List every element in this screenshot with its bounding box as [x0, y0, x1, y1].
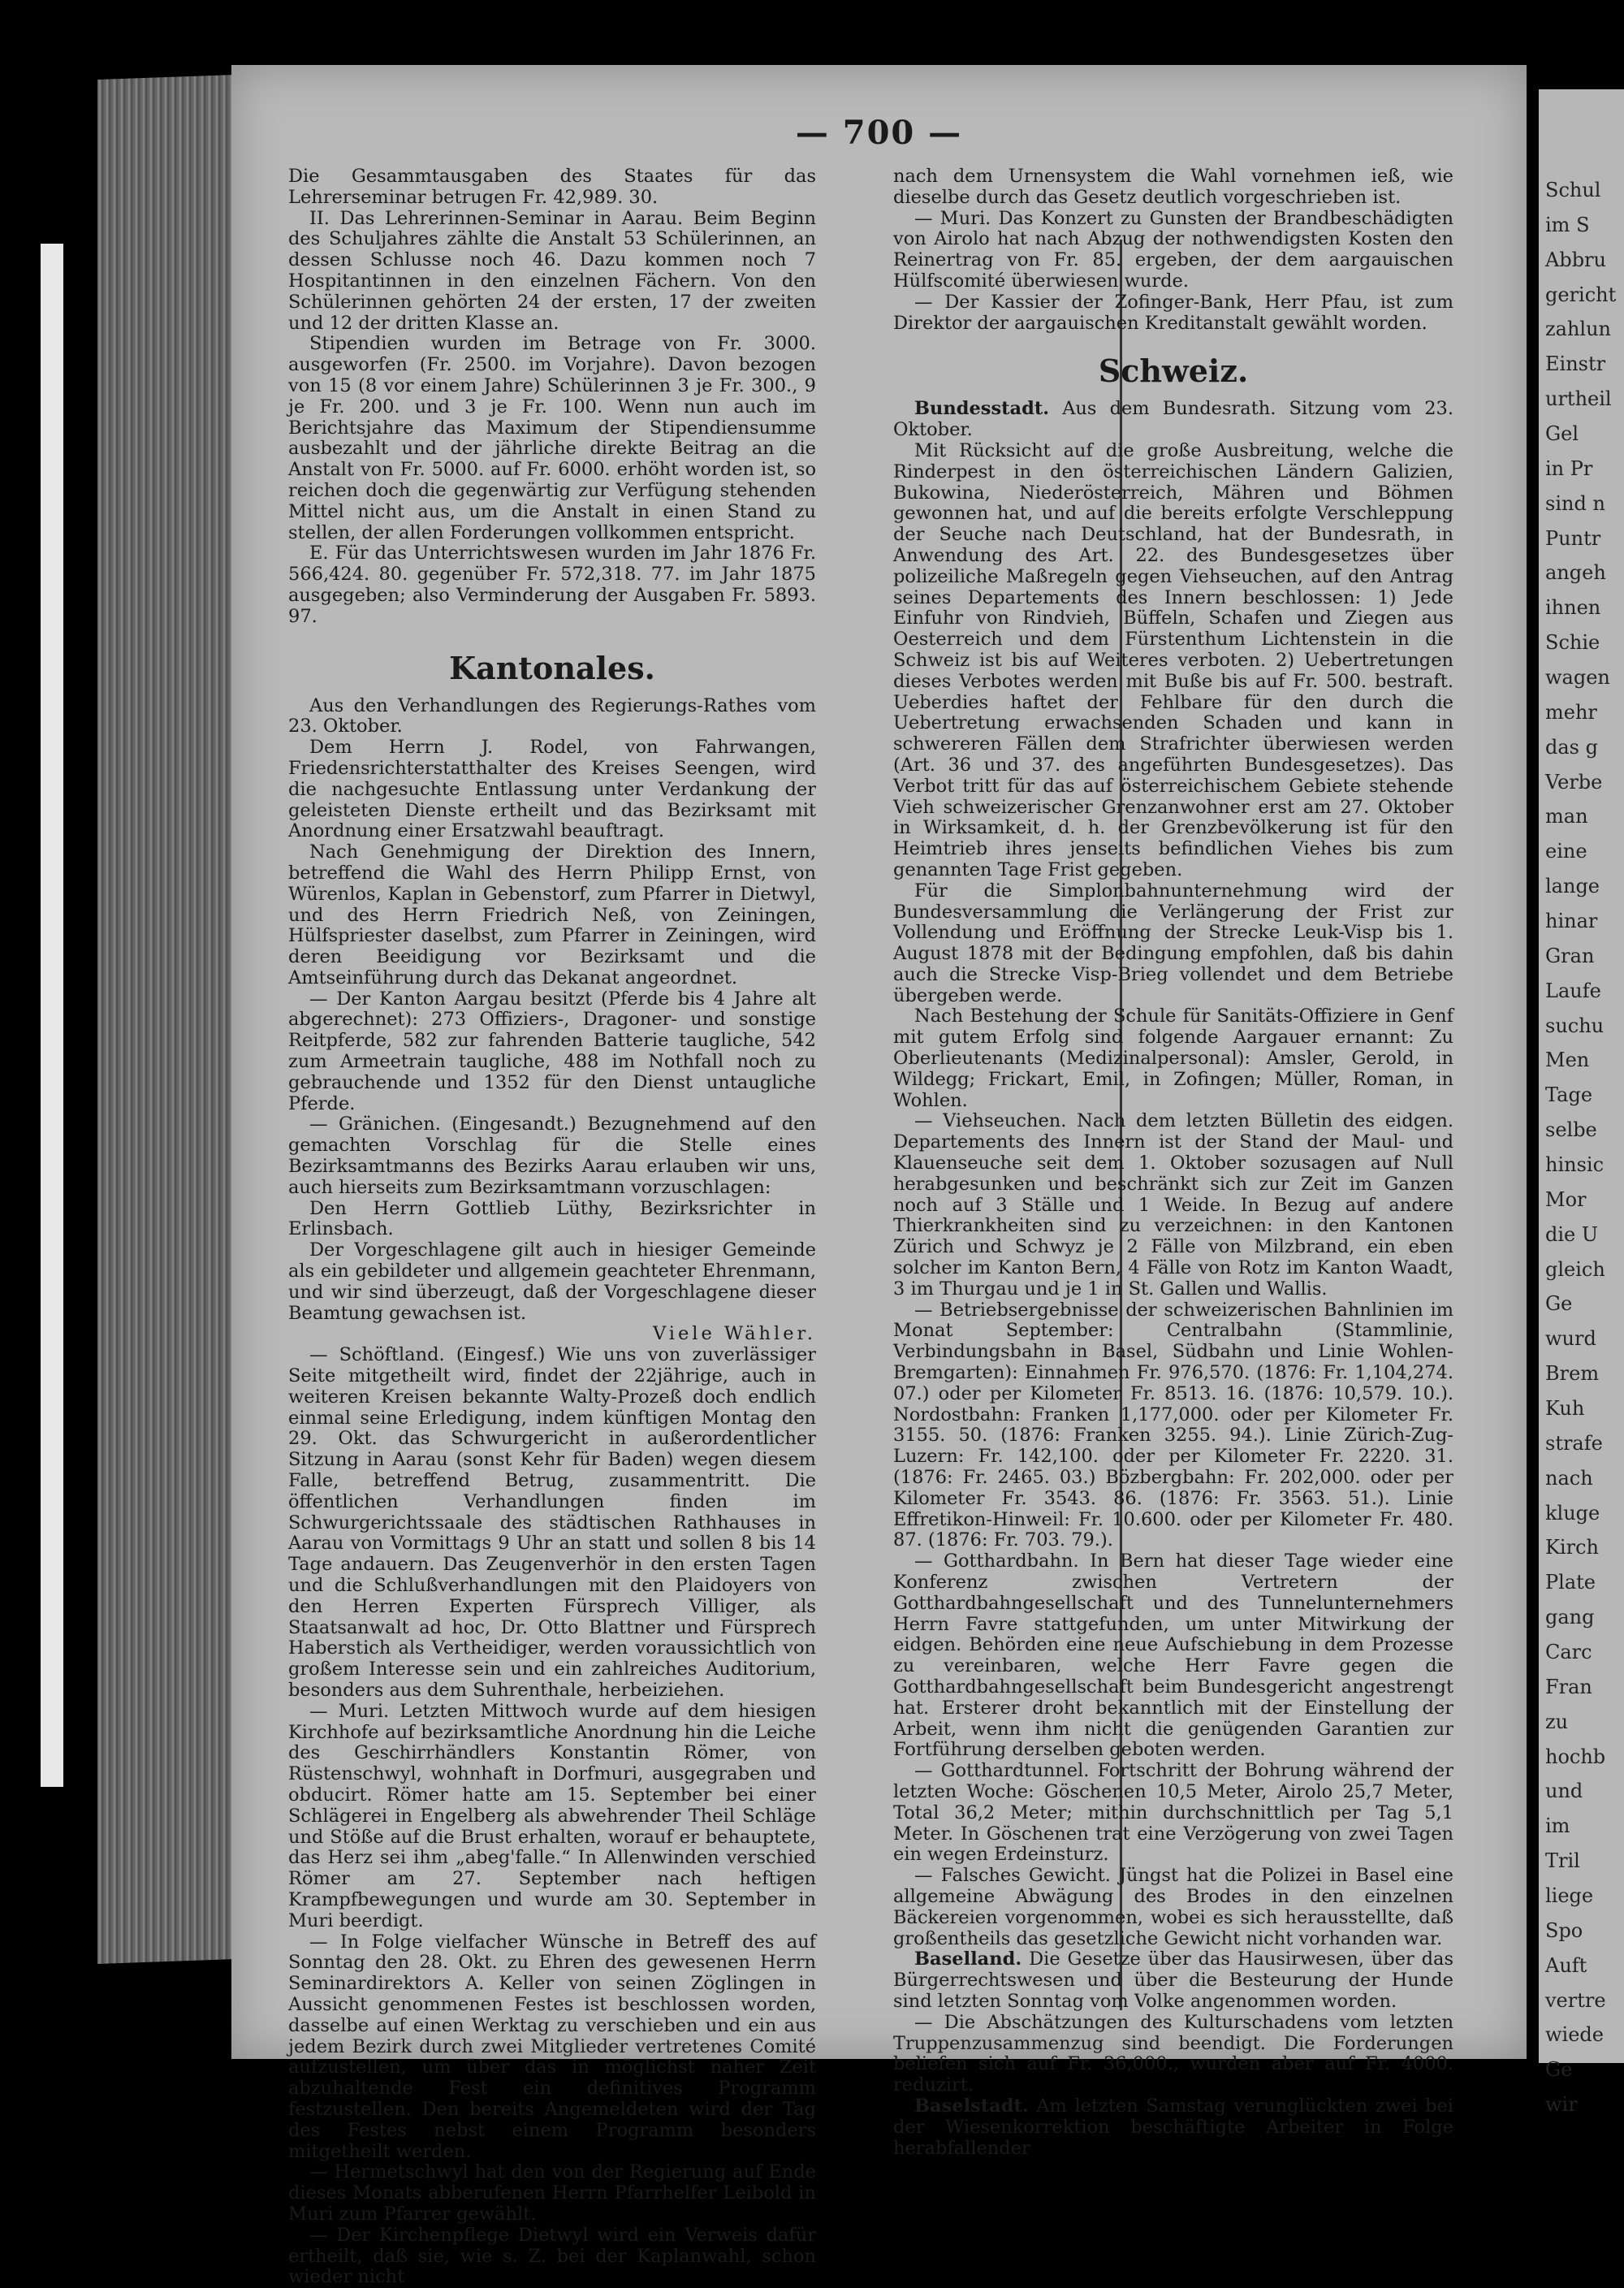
- next-page-fragment: man: [1545, 805, 1588, 828]
- next-page-fragment: liege: [1545, 1884, 1594, 1907]
- next-page-fragment: Schul: [1545, 179, 1601, 201]
- paragraph: [893, 2096, 1453, 2159]
- paragraph: E. Für das Unterrichtswesen wurden im Jahr 1876 Fr. 566,424. 80. gegenüber Fr. 572,318. 77. im Jahr 1875 ausgegeben; also Verminderung der Ausgaben Fr. 5893. 97.: [288, 543, 816, 627]
- paragraph: Den Herrn Gottlieb Lüthy, Bezirksrichter in Erlinsbach.: [288, 1197, 816, 1240]
- next-page-fragment: gleich: [1545, 1257, 1605, 1281]
- next-page-fragment: Abbru: [1545, 248, 1606, 271]
- lead-baselstadt: Baselstadt.: [914, 2095, 1029, 2117]
- paragraph: Mit Rücksicht auf die große Ausbreitung, welche die Rinderpest in den österreichischen Ländern Galizien, Bukowina, Niederösterreich, Mähren und Böhmen gewonnen hat, und auf die bereits erfolgte Verschleppung der Seuche nach Deutschland, hat der Bundesrath, in Anwendung des Art. 22. des Bundesgesetzes über polizeiliche Maßregeln gegen Viehseuchen, auf den Antrag seines Departements des Innern beschlossen: 1) Jede Einfuhr von Rindvieh, Büffeln, Schafen und Ziegen aus Oesterreich und dem Fürstenthum Lichtenstein in die Schweiz ist bis auf Weiteres verboten. 2) Uebertretungen dieses Verbotes werden mit Buße bis auf Fr. 500. bestraft. Ueberdies haftet der Fehlbare für den durch die Uebertretung erwachsenden Schaden und kann in schwereren Fällen dem Strafrichter überwiesen werden (Art. 36 und 37. des angeführten Bundesgesetzes). Das Verbot tritt für das auf österreichischem Gebiete stehende Vieh schweizerischer Grenzanwohner erst am 27. Oktober in Wirksamkeit, d. h. der Grenzbevölkerung ist für den Heimtrieb ihres jenseits befindlichen Viehes bis zum genannten Tage Frist gegeben.: [893, 439, 1453, 880]
- next-page-fragment: eine: [1545, 840, 1587, 863]
- next-page-fragment: Plate: [1545, 1571, 1596, 1594]
- next-page-fragment: Men: [1545, 1049, 1590, 1072]
- page-number: — 700 —: [795, 114, 963, 152]
- paragraph: — Muri. Das Konzert zu Gunsten der Brandbeschädigten von Airolo hat nach Abzug der nothwendigsten Kosten den Reinertrag von Fr. 85. ergeben, der dem aargauischen Hülfscomité überwiesen wurde.: [893, 207, 1453, 292]
- next-page-fragment: gang: [1545, 1606, 1595, 1629]
- next-page-edge: [1539, 89, 1624, 2117]
- next-page-fragment: Tril: [1545, 1849, 1580, 1873]
- paragraph: — Die Abschätzungen des Kulturschadens vom letzten Truppenzusammenzug sind beendigt. Die Forderungen beliefen sich auf Fr. 36,000., wurden aber auf Fr. 4000. reduzirt.: [893, 2011, 1453, 2096]
- paragraph: — Falsches Gewicht. Jüngst hat die Polizei in Basel eine allgemeine Abwägung des Brodes in den einzelnen Bäckereien vorgenommen, wobei es sich herausstellte, daß großentheils das gesetzliche Gewicht nicht vorhanden war.: [893, 1865, 1453, 1949]
- next-page-fragment: Schie: [1545, 631, 1600, 655]
- paragraph: — Gränichen. (Eingesandt.) Bezugnehmend auf den gemachten Vorschlag für die Stelle eines Bezirksamtmanns des Bezirks Aarau erlauben wir uns, auch hierseits zum Bezirksamtmann vorzuschlagen:: [288, 1114, 816, 1198]
- newspaper-page: [231, 65, 1527, 2288]
- paragraph: — Schöftland. (Eingesf.) Wie uns von zuverlässiger Seite mitgetheilt wird, findet der 22jährige, auch in weiteren Kreisen bekannte Walty-Prozeß doch endlich einmal seine Erledigung, indem künftigen Montag den 29. Okt. das Schwurgericht in außerordentlicher Sitzung in Aarau (sonst Kehr für Baden) wegen diesem Falle, betreffend Betrug, zusammentritt. Die öffentlichen Verhandlungen finden im Schwurgerichtssaale des städtischen Rathhauses in Aarau von Vormittags 9 Uhr an statt und sollen 8 bis 14 Tage andauern. Das Zeugenverhör in den ersten Tagen und die Schlußverhandlungen mit den Plaidoyers von den Herren Experten Fürsprech Villiger, als Staatsanwalt ad hoc, Dr. Otto Blattner und Fürsprech Haberstich als Vertheidiger, werden voraussichtlich von großem Interesse sein und ein zahlreiches Auditorium, besonders aus dem Suhrenthale, herbeiziehen.: [288, 1344, 816, 1701]
- next-page-fragment: hinsic: [1545, 1153, 1605, 1176]
- paragraph: Stipendien wurden im Betrage von Fr. 3000. ausgeworfen (Fr. 2500. im Vorjahre). Davon bezogen von 15 (8 vor einem Jahre) Schülerinnen 3 je Fr. 300., 9 je Fr. 200. und 3 je Fr. 100. Wenn nun auch im Berichtsjahre das Maximum der Stipendiensumme ausbezahlt und der jährliche direkte Beitrag an die Anstalt von Fr. 5000. auf Fr. 6000. erhöht worden ist, so reichen doch die gegenwärtig zur Verfügung stehenden Mittel nicht aus, um die Anstalt in einen Stand zu stellen, der allen Forderungen vollkommen entspricht.: [288, 333, 816, 543]
- next-page-fragment: wagen: [1545, 666, 1610, 689]
- next-page-fragment: sind n: [1545, 491, 1605, 515]
- left-column: [288, 167, 816, 2288]
- next-page-fragment: Fran: [1545, 1675, 1592, 1698]
- paragraph: [893, 1949, 1453, 2012]
- next-page-fragment: Ge: [1545, 2058, 1573, 2082]
- next-page-fragment: hochb: [1545, 1745, 1606, 1768]
- next-page-fragment: in Pr: [1545, 456, 1593, 480]
- lead-baselland: Baselland.: [914, 1948, 1022, 1970]
- next-page-fragment: das g: [1545, 735, 1598, 759]
- next-page-fragment: zahlun: [1545, 318, 1611, 341]
- paragraph: Nach Bestehung der Schule für Sanitäts-Offiziere in Genf mit gutem Erfolg sind folgende Aargauer ernannt: Zu Oberlieutenants (Medizinalpersonal): Amsler, Gerold, in Wildegg; Frickart, Emil, in Zofingen; Müller, Roman, in Wohlen.: [893, 1006, 1453, 1111]
- next-page-fragment: Auft: [1545, 1953, 1587, 1977]
- lead-bundesstadt: Bundesstadt.: [914, 398, 1050, 420]
- paragraph: — Der Kirchenpflege Dietwyl wird ein Verweis dafür ertheilt, daß sie, wie s. Z. bei der Kaplanwahl, schon wieder nicht: [288, 2224, 816, 2288]
- next-page-fragment: angeh: [1545, 561, 1606, 585]
- next-page-fragment: strafe: [1545, 1431, 1603, 1455]
- paragraph-text: Am letzten Samstag verunglückten zwei bei der Wiesenkorrektion beschäftigte Arbeiter in Folge herabfallender: [893, 2095, 1453, 2159]
- next-page-fragment: suchu: [1545, 1014, 1605, 1037]
- paragraph: Dem Herrn J. Rodel, von Fahrwangen, Friedensrichterstatthalter des Kreises Seengen, wird die nachgesuchte Entlassung unter Verdankung der geleisteten Dienste ertheilt und das Bezirksamt mit Anordnung einer Ersatzwahl beauftragt.: [288, 737, 816, 842]
- next-page-fragment: vertre: [1545, 1988, 1606, 2012]
- next-page-fragment: im: [1545, 1814, 1570, 1838]
- next-page-fragment: und: [1545, 1780, 1583, 1803]
- next-page-fragment: wurd: [1545, 1327, 1596, 1351]
- next-page-fragment: Brem: [1545, 1362, 1600, 1386]
- paragraph: nach dem Urnensystem die Wahl vornehmen ieß, wie dieselbe durch das Gesetz deutlich vorgeschrieben ist.: [893, 166, 1453, 208]
- next-page-fragment: wiede: [1545, 2023, 1604, 2047]
- paragraph: Für die Simplonbahnunternehmung wird der Bundesversammlung die Verlängerung der Frist zur Vollendung und Eröffnung der Strecke Leuk-Visp bis 1. August 1878 mit der Bedingung empfohlen, daß bis dahin auch die Strecke Visp-Brieg vollendet und dem Betriebe übergeben werde.: [893, 880, 1453, 1006]
- next-page-fragment: lange: [1545, 875, 1600, 898]
- paragraph: Nach Genehmigung der Direktion des Innern, betreffend die Wahl des Herrn Philipp Ernst, von Würenlos, Kaplan in Gebenstorf, zum Pfarrer in Dietwyl, und des Herrn Friedrich Neß, von Zeiningen, Hülfspriester daselbst, zum Pfarrer in Zeiningen, wird deren Beeidigung vor Bezirksamt und die Amtseinführung durch das Dekanat angeordnet.: [288, 841, 816, 988]
- next-page-fragment: selbe: [1545, 1118, 1597, 1142]
- next-page-fragment: zu: [1545, 1710, 1569, 1733]
- next-page-fragment: Puntr: [1545, 526, 1601, 550]
- next-page-fragment: Mor: [1545, 1187, 1587, 1211]
- paragraph: — Viehseuchen. Nach dem letzten Bülletin des eidgen. Departements des Innern ist der Stand der Maul- und Klauenseuche seit dem 1. Oktober sozusagen auf Null herabgesunken und beschränkt sich zur Zeit im Ganzen noch auf 3 Ställe und 1 Weide. In Bezug auf andere Thierkrankheiten sind zu verzeichnen: in den Kantonen Zürich und Schwyz je 2 Fälle von Milzbrand, ein eben solcher im Kanton Bern, 4 Fälle von Rotz im Kanton Waadt, 3 im Thurgau und je 1 in St. Gallen und Wallis.: [893, 1110, 1453, 1300]
- paragraph: — Hermetschwyl hat den von der Regierung auf Ende dieses Monats abberufenen Herrn Pfarrhelfer Leibold in Muri zum Pfarrer gewählt.: [288, 2161, 816, 2225]
- paragraph-text: Aus dem Bundesrath. Sitzung vom 23. Oktober.: [893, 398, 1453, 441]
- paragraph: — Gotthardtunnel. Fortschritt der Bohrung während der letzten Woche: Göschenen 10,5 Meter, Airolo 25,7 Meter, Total 36,2 Meter; mithin durchschnittlich per Tag 5,1 Meter. In Göschenen trat eine Verzögerung von zwei Tagen ein wegen Erdeinsturz.: [893, 1760, 1453, 1866]
- next-page-fragment: mehr: [1545, 700, 1597, 724]
- next-page-fragment: Carc: [1545, 1641, 1592, 1663]
- next-page-fragment: Einstr: [1545, 352, 1606, 376]
- paragraph: — Gotthardbahn. In Bern hat dieser Tage wieder eine Konferenz zwischen Vertretern der Gotthardbahngesellschaft und des Tunnelunternehmers Herrn Favre stattgefunden, um unter Mitwirkung der eidgen. Behörden eine neue Aufschiebung in dem Prozesse zu vereinbaren, welche Herr Favre gegen die Gotthardbahngesellschaft beim Bundesgericht angestrengt hat. Ersterer droht bekanntlich mit der Einstellung der Arbeit, wenn ihm nicht die genügenden Garantien zur Fortführung derselben geboten werden.: [893, 1551, 1453, 1761]
- next-page-fragment: Kirch: [1545, 1536, 1599, 1559]
- paragraph: Der Vorgeschlagene gilt auch in hiesiger Gemeinde als ein gebildeter und allgemein geachteter Ehrenmann, und wir sind überzeugt, daß der Vorgeschlagene dieser Beamtung gewachsen ist.: [288, 1239, 816, 1324]
- paragraph: — Der Kassier der Zofinger-Bank, Herr Pfau, ist zum Direktor der aargauischen Kreditanstalt gewählt worden.: [893, 291, 1453, 334]
- next-page-fragment: gericht: [1545, 283, 1617, 306]
- next-page-fragment: Tage: [1545, 1083, 1593, 1107]
- next-page-fragment: im S: [1545, 213, 1590, 236]
- paragraph: — Der Kanton Aargau besitzt (Pferde bis 4 Jahre alt abgerechnet): 273 Offiziers-, Dragoner- und sonstige Reitpferde, 582 zur fahrenden Batterie taugliche, 542 zum Armeetrain taugliche, 488 im Nothfall noch zu gebrauchende und 1352 für den Dienst untaugliche Pferde.: [288, 988, 816, 1114]
- paragraph: — Betriebsergebnisse der schweizerischen Bahnlinien im Monat September: Centralbahn (Stammlinie, Verbindungsbahn in Basel, Südbahn und Linie Wohlen-Bremgarten): Einnahmen Fr. 976,570. (1876: Fr. 1,104,274. 07.) oder per Kilometer Fr. 8513. 16. (1876: 10,579. 10.). Nordostbahn: Franken 1,177,000. oder per Kilometer Fr. 3155. 50. (1876: Franken 3255. 94.). Linie Zürich-Zug-Luzern: Fr. 142,100. oder per Kilometer Fr. 2220. 31. (1876: Fr. 2465. 03.) Bözbergbahn: Fr. 202,000. oder per Kilometer Fr. 3543. 86. (1876: Fr. 3563. 51.). Linie Effretikon-Hinweil: Fr. 10.600. oder per Kilometer Fr. 480. 87. (1876: Fr. 703. 79.).: [893, 1299, 1453, 1551]
- next-page-fragment: Verbe: [1545, 770, 1603, 794]
- next-page-fragment: hinar: [1545, 910, 1598, 932]
- paragraph-text: Die Gesetze über das Hausirwesen, über das Bürgerrechtswesen und über die Besteurung der Hunde sind letzten Sonntag vom Volke angenommen worden.: [893, 1948, 1454, 2012]
- next-page-fragment: Laufe: [1545, 979, 1601, 1002]
- next-page-fragment: ihnen: [1545, 596, 1601, 620]
- book-edge: [97, 75, 235, 1964]
- white-strip: [41, 244, 63, 1787]
- signature: Viele Wähler.: [652, 1323, 816, 1345]
- right-column: [893, 167, 1453, 2159]
- next-page-fragment: Gel: [1545, 422, 1579, 445]
- next-page-fragment: nach: [1545, 1466, 1593, 1490]
- paragraph: Die Gesammtausgaben des Staates für das Lehrerseminar betrugen Fr. 42,989. 30.: [288, 166, 816, 208]
- section-heading-kantonales: Kantonales.: [449, 649, 655, 686]
- next-page-fragment: Gran: [1545, 944, 1595, 967]
- paragraph: Aus den Verhandlungen des Regierungs-Rathes vom 23. Oktober.: [288, 694, 816, 737]
- next-page-fragment: Kuh: [1545, 1397, 1585, 1420]
- next-page-fragment: wir: [1545, 2093, 1578, 2117]
- section-heading-schweiz: Schweiz.: [1098, 352, 1249, 390]
- next-page-fragment: die U: [1545, 1222, 1599, 1246]
- next-page-fragment: Ge: [1545, 1292, 1573, 1316]
- paragraph: — In Folge vielfacher Wünsche in Betreff des auf Sonntag den 28. Okt. zu Ehren des gewesenen Herrn Seminardirektors A. Keller von seinen Zöglingen in Aussicht genommenen Festes ist beschlossen worden, dasselbe auf einen Werktag zu verschieben und ein aus jedem Bezirk durch zwei Mitglieder vertretenes Comité aufzustellen, um über das in möglichst naher Zeit abzuhaltende Fest ein definitives Programm festzustellen. Den bereits Angemeldeten wird der Tag des Festes nebst einem Programm besonders mitgetheilt werden.: [288, 1931, 816, 2162]
- paragraph: II. Das Lehrerinnen-Seminar in Aarau. Beim Beginn des Schuljahres zählte die Anstalt 53 Schülerinnen, an dessen Schlusse noch 46. Dazu kommen noch 7 Hospitantinnen in den einzelnen Fächern. Von den Schülerinnen gehörten 24 der ersten, 17 der zweiten und 12 der dritten Klasse an.: [288, 207, 816, 334]
- paragraph: [893, 399, 1453, 441]
- next-page-fragment: Spo: [1545, 1918, 1583, 1942]
- paragraph: — Muri. Letzten Mittwoch wurde auf dem hiesigen Kirchhofe auf bezirksamtliche Anordnung hin die Leiche des Geschirrhändlers Konstantin Römer, von Rüstenschwyl, wohnhaft in Dorfmuri, ausgegraben und obducirt. Römer hatte am 15. September bei einer Schlägerei in Engelberg als abwehrender Theil Schläge und Stöße auf die Brust erhalten, worauf er behauptete, das Herz sei ihm „abeg'falle.“ In Allenwinden verschied Römer am 27. September nach heftigen Krampfbewegungen und wurde am 30. September in Muri beerdigt.: [288, 1700, 816, 1931]
- next-page-fragment: urtheil: [1545, 387, 1612, 411]
- next-page-fragment: kluge: [1545, 1501, 1600, 1525]
